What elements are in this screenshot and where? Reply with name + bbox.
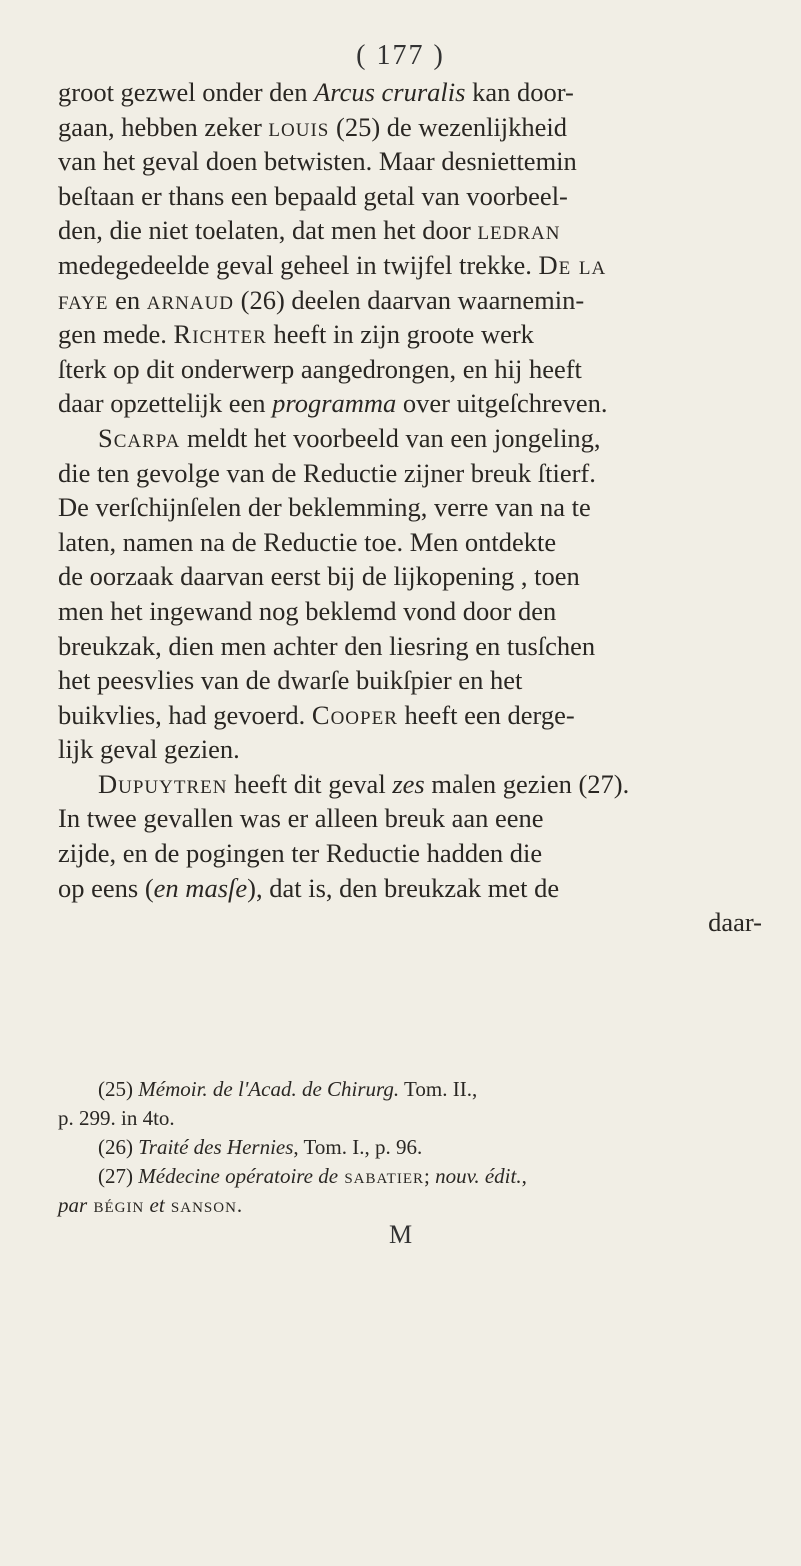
footnotes (58, 1075, 768, 1220)
text-line: de oorzaak daarvan eerst bij de lijkopening , toen (58, 561, 580, 592)
catchword: daar- (708, 907, 762, 938)
text-line: gaan, hebben zeker louis (25) de wezenlijkheid (58, 111, 568, 142)
footnote-27: (27) Médecine opératoire de sabatier; nouv. édit., (98, 1164, 527, 1188)
text-line: op eens (en masſe), dat is, den breukzak met de (58, 872, 560, 903)
text-line: daar opzettelijk een programma over uitgeſchreven. (58, 388, 608, 419)
text-line: Scarpa meldt het voorbeeld van een jongeling, (98, 422, 601, 453)
text-line: laten, namen na de Reductie toe. Men ontdekte (58, 526, 557, 557)
text-line: gen mede. Richter heeft in zijn groote werk (58, 319, 534, 350)
text-line: faye en arnaud (26) deelen daarvan waarnemin- (58, 284, 585, 315)
text-line: De verſchijnſelen der beklemming, verre van na te (58, 492, 591, 523)
text-line: Dupuytren heeft dit geval zes malen gezien (27). (98, 768, 630, 799)
footnote-25: (25) Mémoir. de l'Acad. de Chirurg. Tom. II., (98, 1077, 478, 1101)
text-line: ſterk op dit onderwerp aangedrongen, en hij heeft (58, 353, 582, 384)
text-line: zijde, en de pogingen ter Reductie hadden die (58, 838, 543, 869)
text-line: beſtaan er thans een bepaald getal van voorbeel- (58, 180, 568, 211)
text-line: men het ingewand nog beklemd vond door den (58, 595, 557, 626)
footnote-27-cont: par bégin et sanson. (58, 1193, 244, 1217)
text-line: den, die niet toelaten, dat men het door ledran (58, 215, 561, 246)
text-line: groot gezwel onder den Arcus cruralis kan door- (58, 77, 574, 107)
footnote-26: (26) Traité des Hernies, Tom. I., p. 96. (98, 1135, 423, 1159)
text-line: van het geval doen betwisten. Maar desniettemin (58, 146, 577, 177)
signature-mark: M (388, 1220, 413, 1249)
text-line: lijk geval gezien. (58, 734, 240, 765)
footnote-25-cont: p. 299. in 4to. (58, 1106, 175, 1130)
main-text (58, 75, 768, 940)
page-number: ( 177 ) (356, 40, 445, 71)
text-line: buikvlies, had gevoerd. Cooper heeft een derge- (58, 699, 575, 730)
text-line: breukzak, dien men achter den liesring en tusſchen (58, 630, 596, 661)
text-line: die ten gevolge van de Reductie zijner breuk ſtierf. (58, 457, 596, 488)
text-line: medegedeelde geval geheel in twijfel trekke. De la (58, 249, 607, 280)
text-line: het peesvlies van de dwarſe buikſpier en het (58, 665, 523, 696)
text-line: In twee gevallen was er alleen breuk aan eene (58, 803, 544, 834)
